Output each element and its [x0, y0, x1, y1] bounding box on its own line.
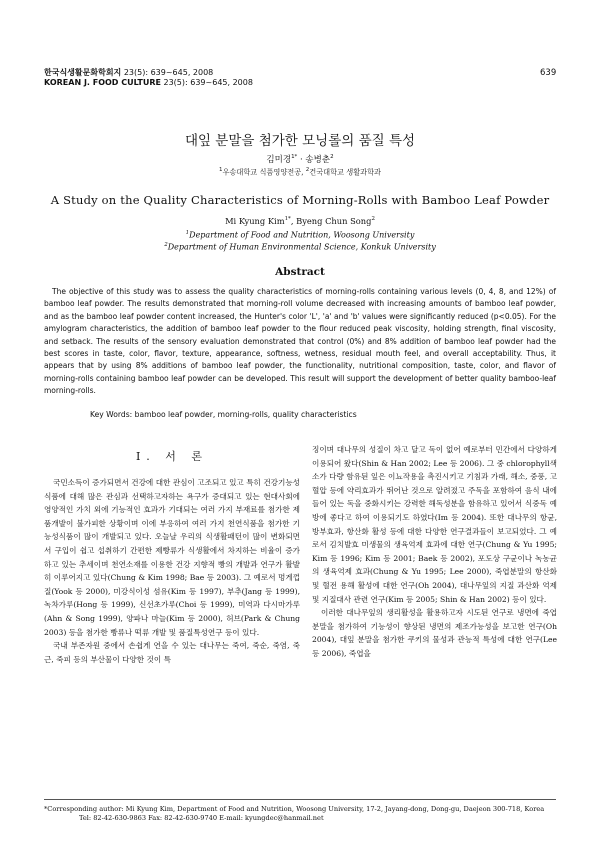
journal-header-ko: 한국식생활문화학회지 23(5): 639~645, 2008 — [44, 68, 214, 77]
affiliation-english-2: $^2$Department of Human Environmental Science, Konkuk University — [164, 242, 436, 252]
body-column-left — [44, 476, 300, 666]
paragraph: 국민소득이 증가되면서 건강에 대한 관심이 고조되고 있고 특히 건강기능성 식품에 대해 많은 관심과 선택하고자하는 욕구가 증대되고 있는 현대사회에 영양적인 가치 외에 기능적인 효과가 기대되는 여러 가지 부재료를 첨가한 제품개발이 불가피한 상황이며 이에 부응하여 여러 가지 천연식품을 첨가한 기능성식품이 많이 개발되고 있다. 오늘날 우리의 식생활패턴이 많이 변화되면서 구입이 쉽고 섭취하기 간편한 제빵류가 식생활에서 차지하는 비율이 증가하고 있는 추세이며 천연소재를 이용한 건강 지향적 빵의 개발과 연구가 활발히 이루어지고 있다(Chung & Kim 1998; Bae 등 2003). 그 예로서 멍게껍질(Yook 등 2000), 미강식이성 섬유(Kim 등 1997), 부추(Jang 등 1999), 녹차가루(Hong 등 1999), 신선초가루(Choi 등 1999), 미역과 다시마가루(Ahn & Song 1999), 양파나 마늘(Kim 등 2000), 허브(Park & Chung 2003) 등을 첨가한 빵류나 떡류 개발 및 품질특성연구 등이 있다. — [44, 478, 300, 637]
page-number: 639 — [540, 68, 557, 78]
keywords: Key Words: bamboo leaf powder, morning-rolls, quality characteristics — [90, 410, 357, 419]
authors-english: Mi Kyung Kim$^{1*}$, Byeng Chun Song$^2$ — [225, 216, 375, 226]
affiliation-english-1: $^1$Department of Food and Nutrition, Woosong University — [185, 230, 415, 240]
authors-korean: 김미경$^{1*}$ · 송병춘$^2$ — [266, 154, 334, 165]
paragraph: 국내 부존자원 중에서 손쉽게 연을 수 있는 대나무는 죽여, 죽순, 죽염, 죽근, 죽피 등의 부산물이 다양한 것이 특 — [44, 641, 300, 664]
footnote-corresponding-author: *Corresponding author: Mi Kyung Kim, Department of Food and Nutrition, Woosong University, 17-2, Jayang-dong, Dong-gu, Daejeon 300-718, Korea — [44, 805, 545, 813]
title-english: A Study on the Quality Characteristics of Morning-Rolls with Bamboo Leaf Powder — [50, 193, 550, 207]
section-heading-introduction: I. 서 론 — [135, 450, 209, 463]
journal-header-en: KOREAN J. FOOD CULTURE 23(5): 639~645, 2008 — [44, 78, 253, 87]
body-column-right — [312, 443, 557, 661]
footnote-divider — [44, 799, 556, 800]
paragraph: 징이며 대나무의 성질이 차고 달고 독이 없어 예로부터 민간에서 다양하게 이용되어 왔다(Shin & Han 2002; Lee 등 2006). 그 중 chlorophyll색소가 다량 함유된 잎은 이뇨작용을 촉진시키고 기침과 가래, 해소, 중풍, 고혈압 등에 약리효과가 뛰어난 것으로 알려졌고 주독을 포함하여 음식 내에 들어 있는 독을 중화시키는 강력한 해독성분을 함유하고 있어서 식중독 예방에 좋다고 하여 이용되기도 하였다(Im 등 2004). 또한 대나무의 항균, 방부효과, 항산화 활성 등에 대한 다양한 연구결과들이 보고되었다. 그 예로서 김치발효 미생물의 생육억제 효과에 대한 연구(Chung & Yu 1995; Kim 등 1996; Kim 등 2001; Baek 등 2002), 포도상 구균이나 녹농균의 생육억제 효과(Chung & Yu 1995; Lee 2000), 죽엽분말의 항산화 및 혈전 용해 활성에 대한 연구(Oh 2004), 대나무잎의 지질 과산화 억제 및 지질대사 관련 연구(Kim 등 2005; Shin & Han 2002) 등이 있다. — [312, 445, 557, 604]
abstract-body: The objective of this study was to assess the quality characteristics of morning-rolls containing various levels (0, 4, 8, and 12%) of bamboo leaf powder. The results demonstrated that morning-roll volume decreased with increasing amounts of bamboo leaf powder, and as the bamboo leaf powder content increased, the Hunter's color 'L', 'a' and 'b' values were significantly reduced (p<0.05). For the amylogram characteristics, the addition of bamboo leaf powder to the flour reduced peak viscosity, holding strength, final viscosity, and setback. The results of the sensory evaluation demonstrated that control (0%) and 8% addition of bamboo leaf powder had the best scores in taste, color, flavor, texture, appearance, softness, wetness, residual mouth feel, and overall acceptability. Thus, it appears that by using 8% additions of bamboo leaf powder, the functionality, nutritional composition, taste, color, and flavor of morning-rolls containing bamboo leaf powder can be developed. This result will support the development of better quality bamboo-leaf morning-rolls. — [44, 287, 556, 396]
journal-header — [44, 68, 253, 88]
paragraph: 이러한 대나무잎의 생리활성을 활용하고자 시도된 연구로 냉면에 죽엽분말을 첨가하여 기능성이 향상된 냉면의 제조가능성을 보고한 연구(Oh 2004), 대잎 분말을 첨가한 쿠키의 물성과 관능적 특성에 대한 연구(Lee 등 2006), 죽엽을 — [312, 608, 557, 658]
footnote-contact: Tel: 82-42-630-9863 Fax: 82-42-630-9740 E-mail: kyungdec@hanmail.net — [79, 814, 324, 822]
title-korean: 대잎 분말을 첨가한 모닝롤의 품질 특성 — [184, 133, 416, 149]
abstract-heading: Abstract — [275, 266, 325, 278]
affiliations-korean: $^1$우송대학교 식품영양전공, $^2$건국대학교 생활과학과 — [219, 167, 381, 177]
